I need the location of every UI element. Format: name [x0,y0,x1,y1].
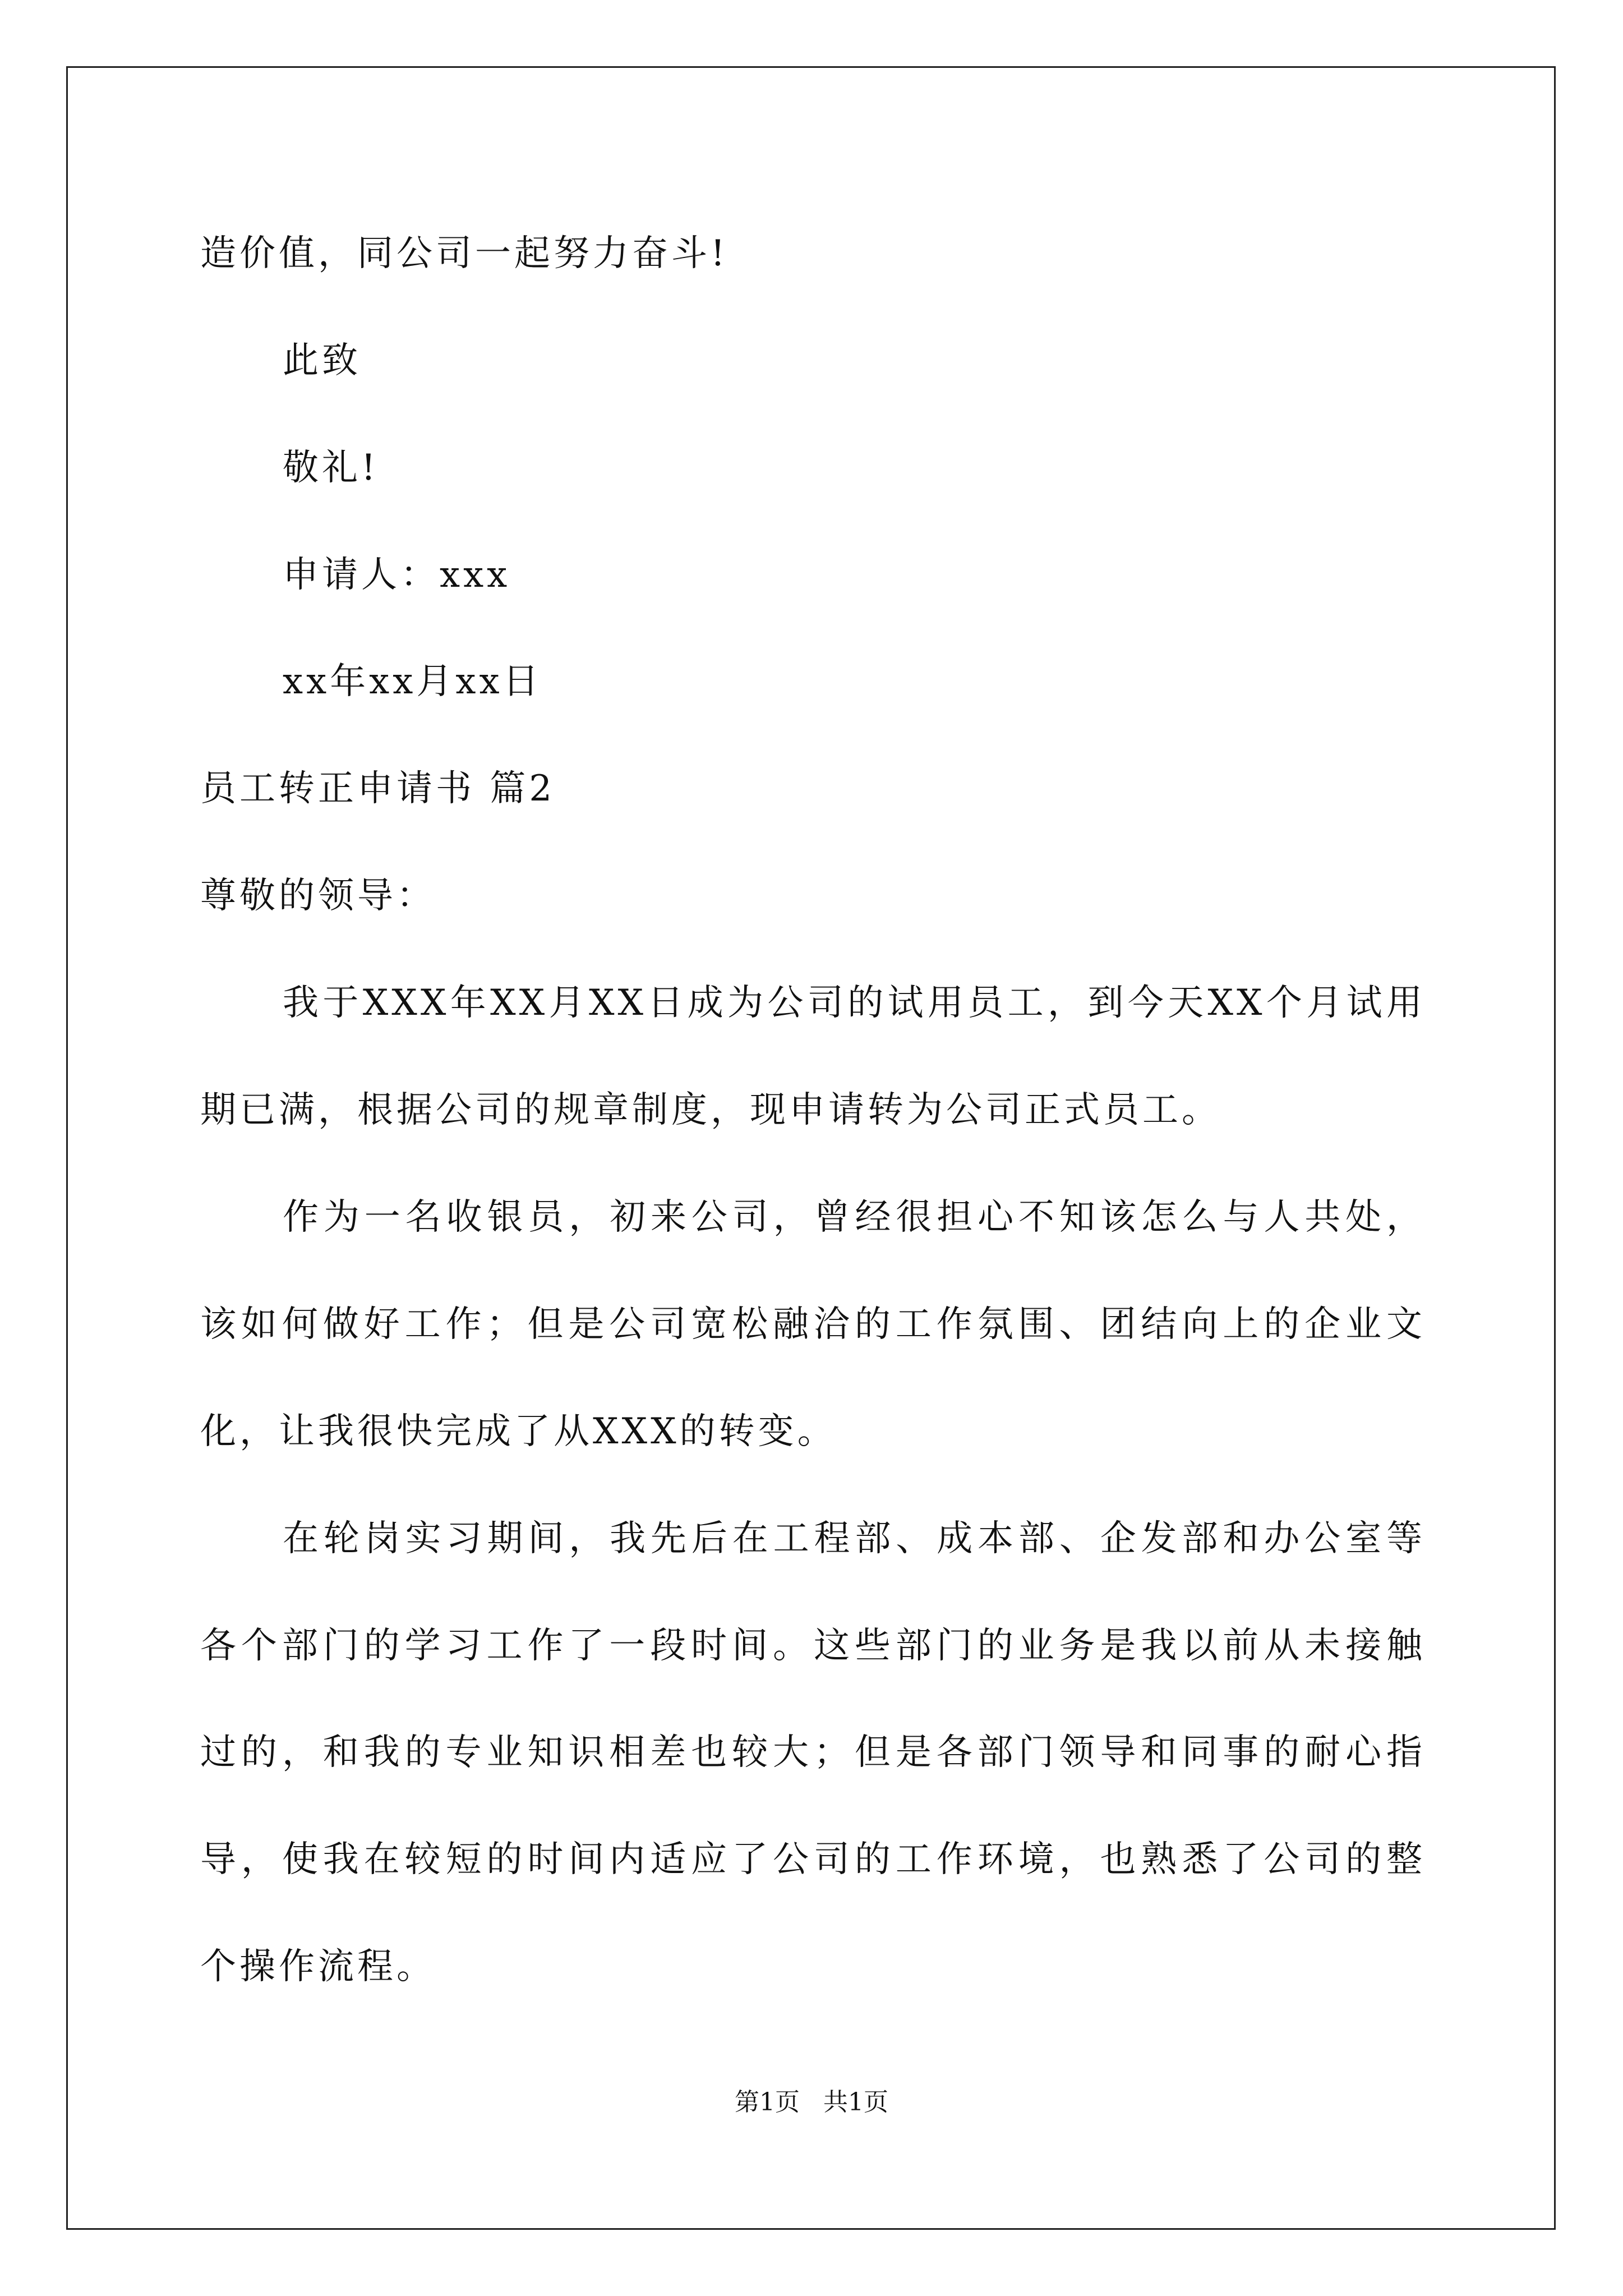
paragraph-3-line-3: 过的，和我的专业知识相差也较大；但是各部门领导和同事的耐心指 [200,1732,1426,1773]
paragraph-1-line-2: 期已满，根据公司的规章制度，现申请转为公司正式员工。 [200,1089,1221,1131]
greeting-line: 尊敬的领导： [200,875,436,917]
salutation-jingli: 敬礼! [283,447,379,489]
paragraph-2-line-1: 作为一名收银员，初来公司，曾经很担心不知该怎么与人共处， [283,1197,1426,1238]
body-line-closing-sentence: 造价值，同公司一起努力奋斗! [200,233,728,274]
paragraph-2-line-3: 化，让我很快完成了从XXX的转变。 [200,1411,837,1452]
paragraph-1-line-1: 我于XXX年XX月XX日成为公司的试用员工，到今天XX个月试用 [283,982,1426,1024]
section-heading: 员工转正申请书 篇2 [200,768,556,809]
paragraph-3-line-1: 在轮岗实习期间，我先后在工程部、成本部、企发部和办公室等 [283,1518,1426,1559]
page-frame [66,66,1556,2230]
paragraph-3-line-5: 个操作流程。 [200,1946,436,1987]
paragraph-3-line-4: 导，使我在较短的时间内适应了公司的工作环境，也熟悉了公司的整 [200,1839,1426,1880]
paragraph-3-line-2: 各个部门的学习工作了一段时间。这些部门的业务是我以前从未接触 [200,1625,1426,1667]
paragraph-2-line-2: 该如何做好工作；但是公司宽松融洽的工作氛围、团结向上的企业文 [200,1304,1426,1345]
page-footer: 第1页 共1页 [735,2088,888,2116]
salutation-cizhi: 此致 [283,340,361,381]
applicant-line: 申请人：xxx [283,554,511,596]
date-line: xx年xx月xx日 [283,661,542,702]
